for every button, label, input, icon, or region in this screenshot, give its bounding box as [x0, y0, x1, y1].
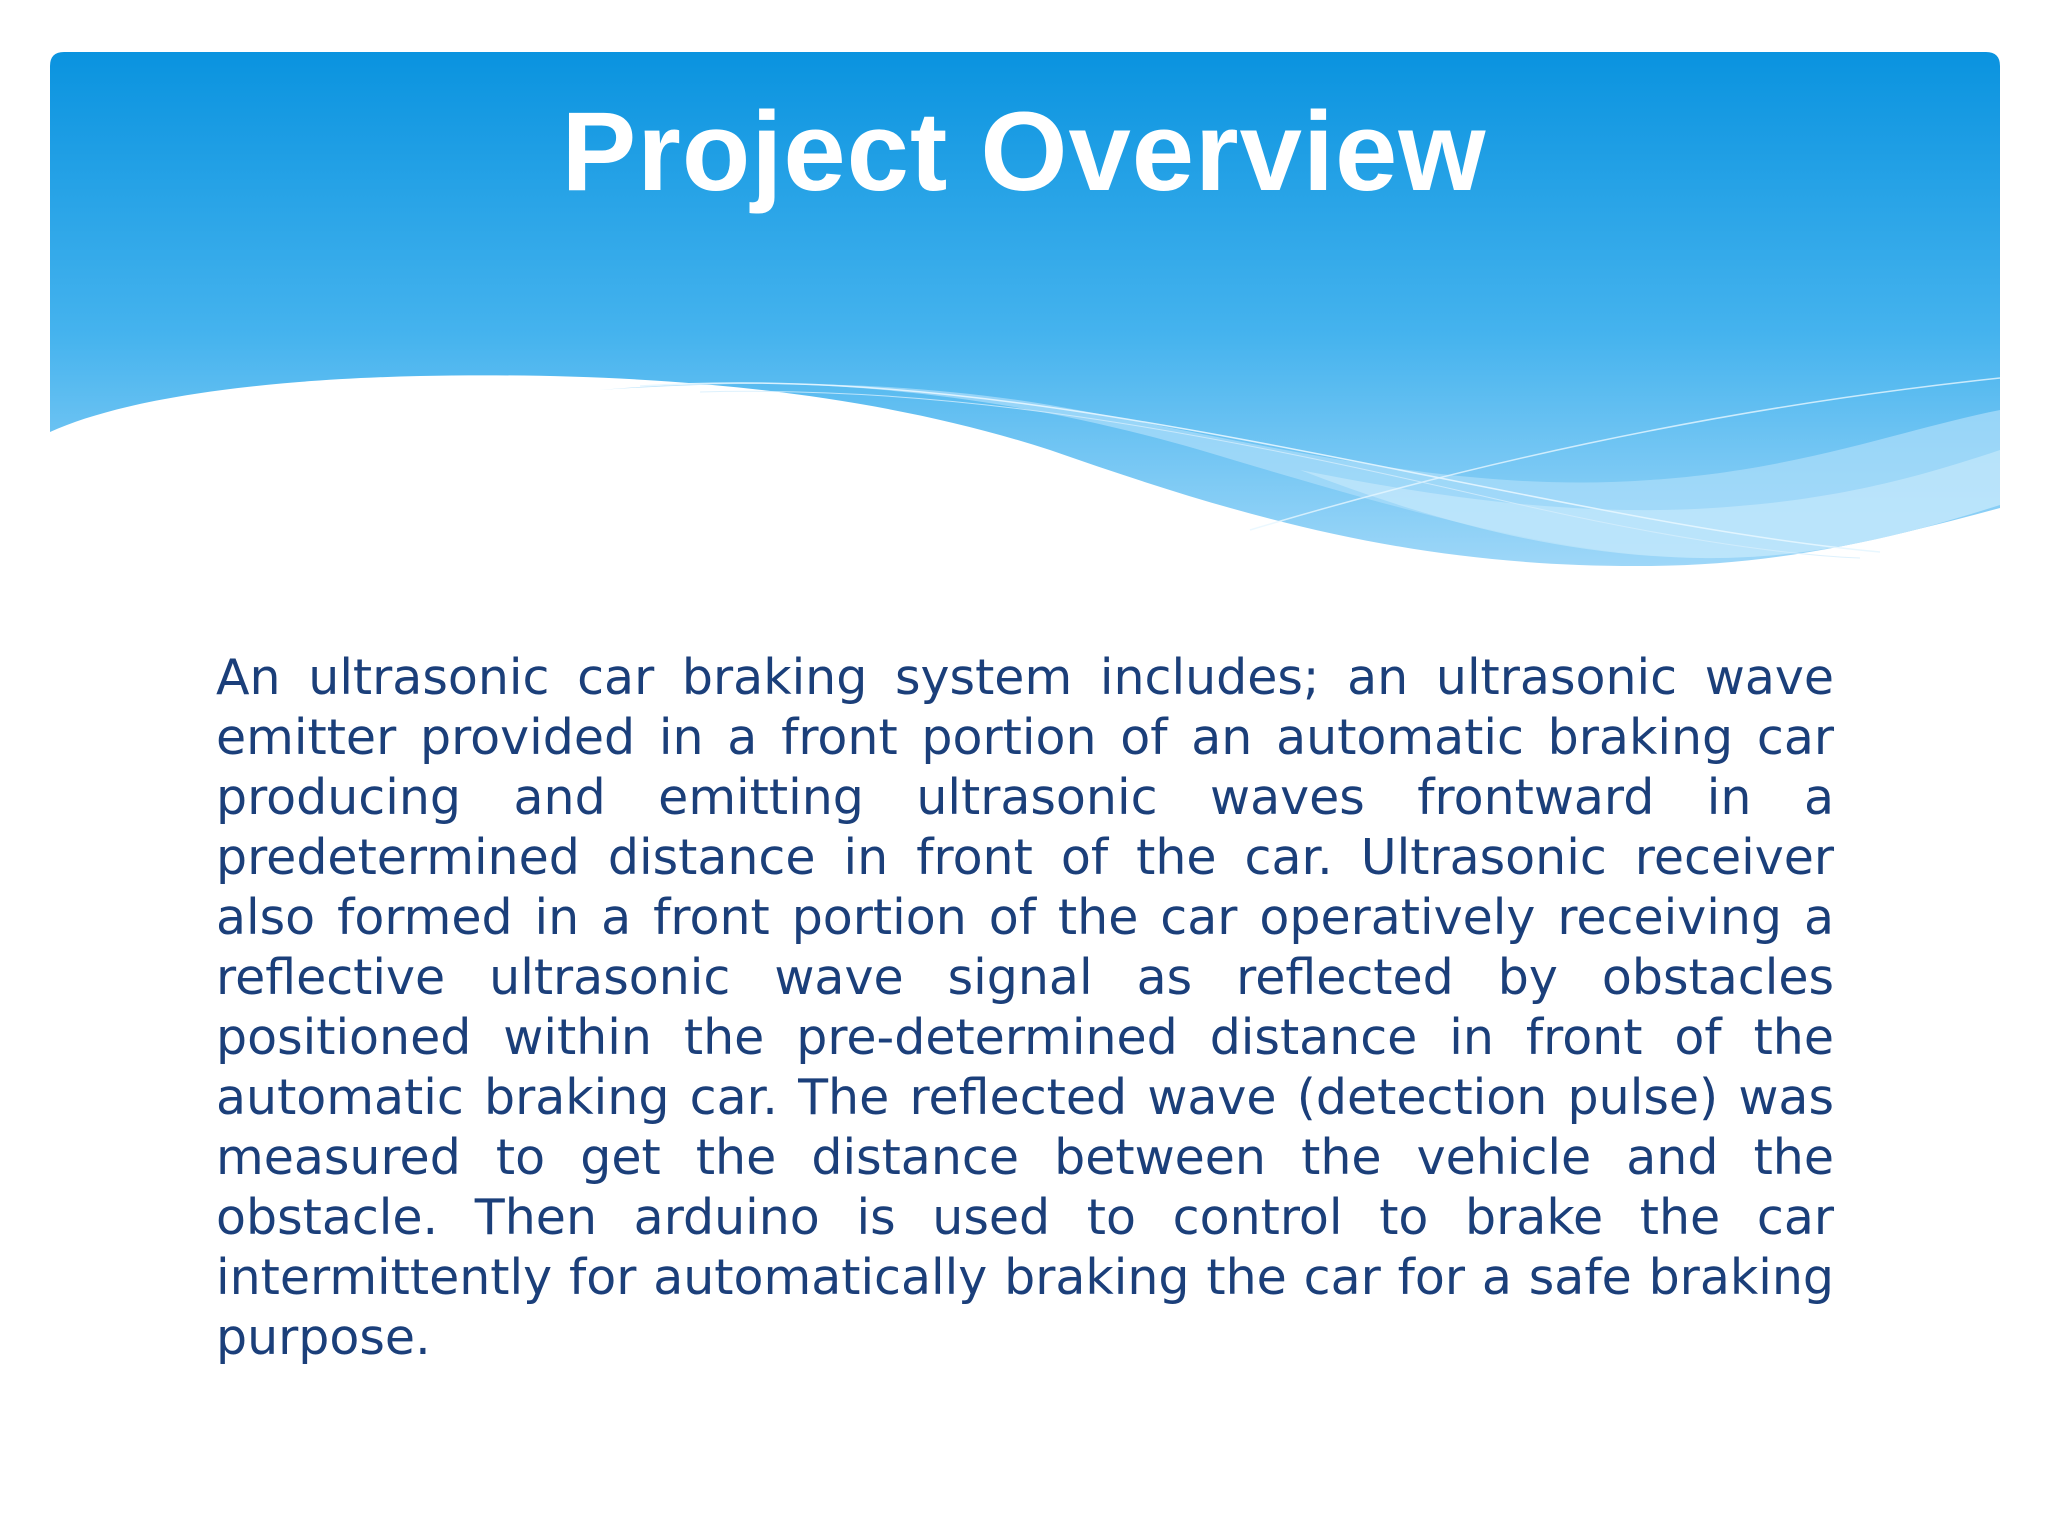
- slide-title: Project Overview: [561, 89, 1487, 214]
- slide-body-text: An ultrasonic car braking system includes; an ultrasonic wave emitter provided in a front portion of an automatic braking car producing and emitting ultrasonic waves frontward in a predetermined distance in front of the car. Ultrasonic receiver also formed in a front portion of the car operatively receiving a reflective ultrasonic wave signal as reflected by obstacles positioned within the pre-determined distance in front of the automatic braking car. The reflected wave (detection pulse) was measured to get the distance between the vehicle and the obstacle. Then arduino is used to control to brake the car intermittently for automatically braking the car for a safe braking purpose.: [216, 649, 1834, 1366]
